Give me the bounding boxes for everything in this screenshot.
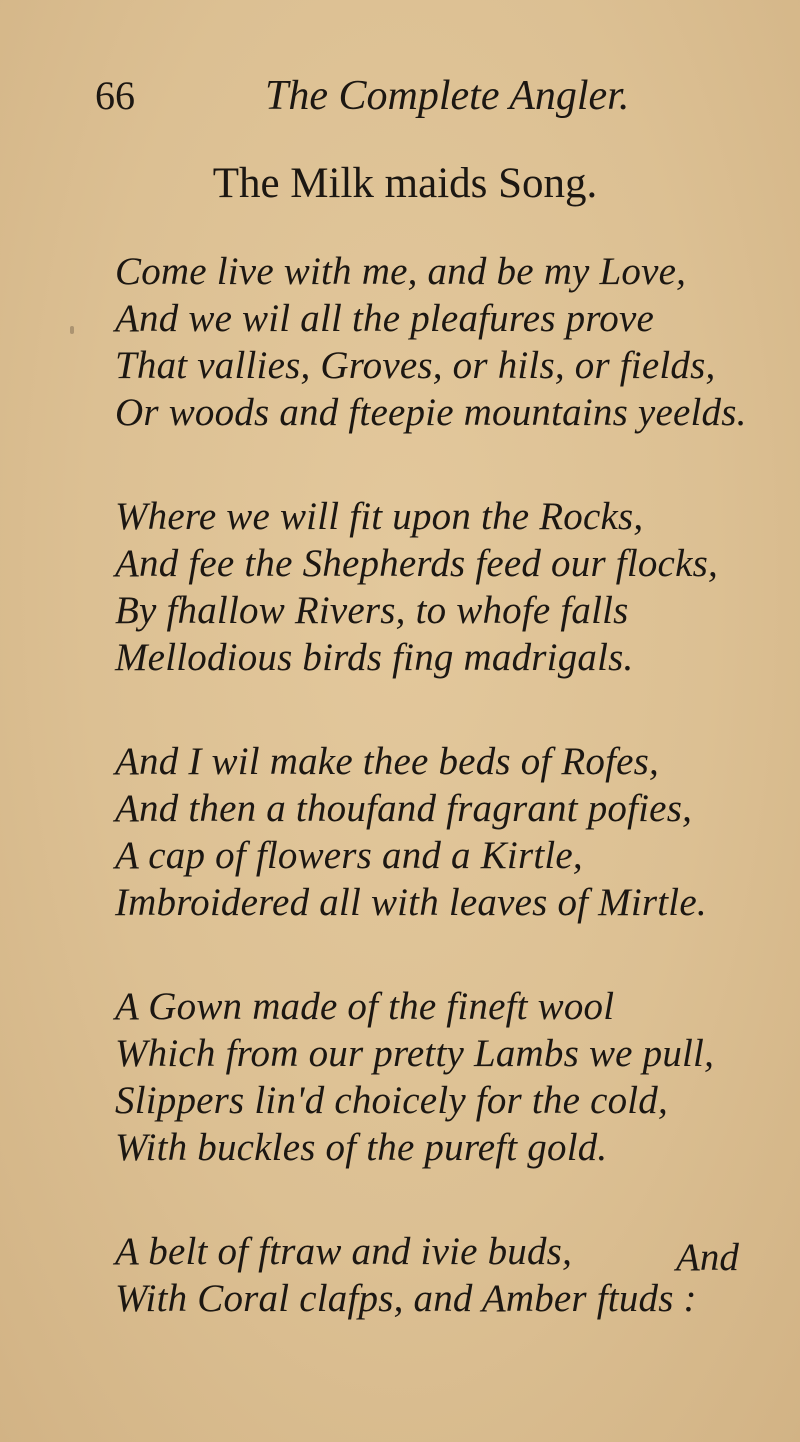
verse-line: A cap of flowers and a Kirtle, — [115, 834, 583, 877]
stanza — [115, 738, 755, 926]
poem-verses — [115, 248, 755, 1379]
verse-line: Imbroidered all with leaves of Mirtle. — [115, 881, 707, 924]
verse-line: Slippers lin'd choicely for the cold, — [115, 1079, 668, 1122]
verse-line: Which from our pretty Lambs we pull, — [115, 1032, 715, 1075]
catchword: And — [676, 1236, 739, 1279]
verse-line: And then a thoufand fragrant pofies, — [115, 787, 693, 830]
verse-line: Or woods and fteepie mountains yeelds. — [115, 391, 747, 434]
song-title: The Milk maids Song. — [212, 160, 598, 207]
verse-line: Come live with me, and be my Love, — [115, 250, 687, 293]
verse-line: By fhallow Rivers, to whofe falls — [115, 589, 629, 632]
page-header — [95, 72, 695, 132]
verse-line: And fee the Shepherds feed our flocks, — [115, 542, 718, 585]
verse-line: That vallies, Groves, or hils, or fields, — [115, 344, 716, 387]
stanza — [115, 1228, 755, 1322]
verse-line: And we wil all the pleafures prove — [115, 297, 654, 340]
stanza — [115, 493, 755, 681]
verse-line: Where we will fit upon the Rocks, — [115, 495, 644, 538]
ink-blot — [70, 326, 74, 334]
verse-line: A belt of ftraw and ivie buds, — [115, 1230, 573, 1273]
verse-line: Mellodious birds fing madrigals. — [115, 636, 634, 679]
stanza — [115, 248, 755, 436]
page-number: 66 — [95, 73, 135, 118]
stanza — [115, 983, 755, 1171]
running-head: The Complete Angler. — [265, 73, 630, 119]
verse-line: And I wil make thee beds of Rofes, — [115, 740, 660, 783]
verse-line: A Gown made of the fineft wool — [115, 985, 615, 1028]
verse-line: With Coral clafps, and Amber ftuds : — [115, 1277, 697, 1320]
verse-line: With buckles of the pureft gold. — [115, 1126, 608, 1169]
